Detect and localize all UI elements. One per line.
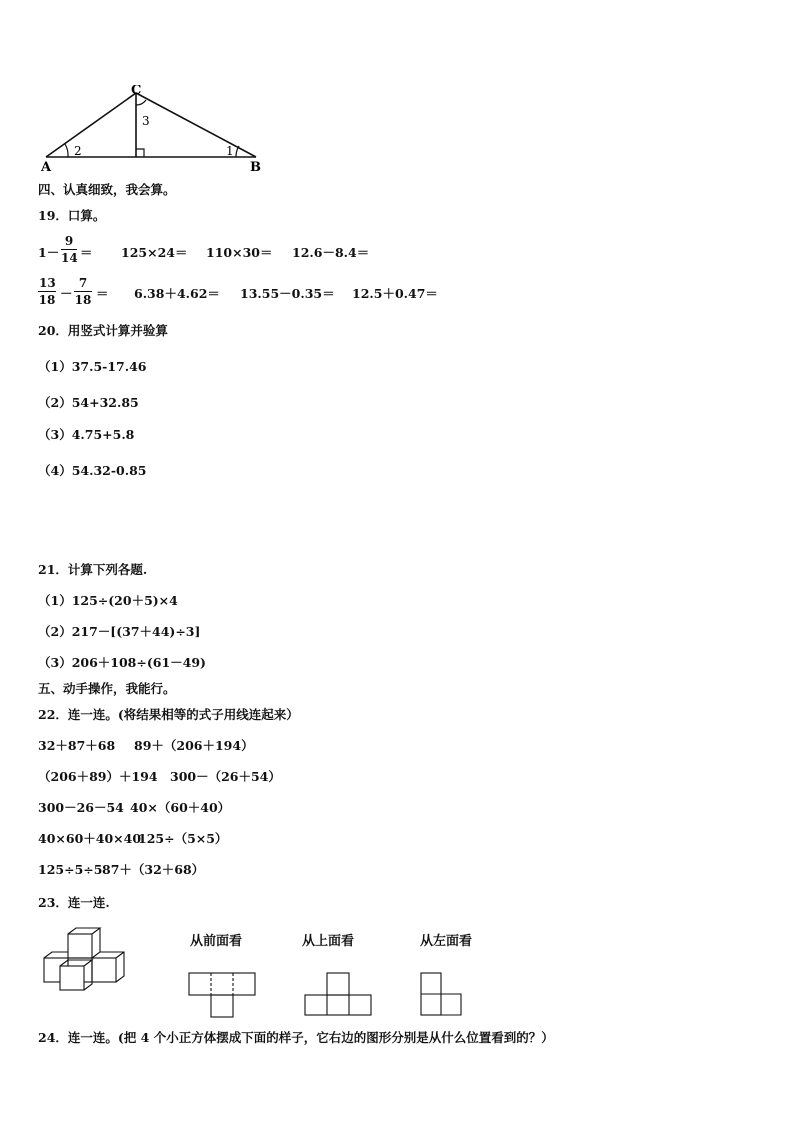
q22-right-expr: 40×（60＋40） [130, 800, 231, 815]
triangle-figure [38, 85, 278, 175]
view-label-left: 从左面看 [420, 934, 473, 949]
q22-right-expr: 87＋（32＋68） [102, 862, 205, 877]
q22-left-expr: （206＋89）＋194 [38, 769, 158, 784]
q22-right-expr: 125÷（5×5） [138, 831, 228, 846]
q22-right-expr: 300－（26＋54） [170, 769, 281, 784]
q19-frac-suffix: ＝ [96, 286, 109, 301]
triangle-angle-1: 1 [226, 144, 234, 158]
section-5-title: 五、动手操作，我能行。 [38, 681, 176, 696]
left-view-figure [420, 970, 470, 1020]
q19-item: 125×24＝ [121, 245, 188, 260]
view-label-front: 从前面看 [190, 934, 243, 949]
q19-frac-suffix: ＝ [80, 245, 93, 260]
triangle-angle-2: 2 [74, 144, 82, 158]
q20-item: （3）4.75+5.8 [38, 427, 135, 442]
fraction-numerator: 13 [39, 276, 56, 290]
q19-item: 12.5＋0.47＝ [352, 286, 438, 301]
q19-fraction-7-18 [74, 277, 92, 306]
q24-title: 24．连一连。(把 4 个小正方体摆成下面的样子，它右边的图形分别是从什么位置看到的？） [38, 1030, 554, 1045]
q19-item: 6.38＋4.62＝ [134, 286, 220, 301]
q19-frac-prefix: 1－ [38, 245, 60, 260]
triangle-vertex-c: C [131, 85, 142, 98]
q21-item: （1）125÷(20＋5)×4 [38, 593, 178, 608]
q23-title: 23．连一连. [38, 895, 110, 910]
q22-left-expr: 125÷5÷5 [38, 862, 103, 877]
q21-item: （3）206＋108÷(61－49) [38, 655, 206, 670]
q21-title: 21．计算下列各题. [38, 562, 148, 577]
q22-left-expr: 300－26－54 [38, 800, 124, 815]
q20-item: （2）54+32.85 [38, 395, 139, 410]
q21-item: （2）217－[(37＋44)÷3] [38, 624, 201, 639]
front-view-figure [188, 970, 258, 1020]
q19-fraction-9-14 [61, 235, 77, 264]
q20-item: （4）54.32-0.85 [38, 463, 147, 478]
q22-title: 22．连一连。(将结果相等的式子用线连起来） [38, 707, 299, 722]
q19-item: 13.55－0.35＝ [240, 286, 335, 301]
fraction-numerator: 7 [74, 277, 92, 292]
triangle-vertex-a: A [41, 160, 52, 175]
q20-item: （1）37.5-17.46 [38, 359, 147, 374]
section-4-title: 四、认真细致，我会算。 [38, 182, 176, 197]
q19-fraction-13-18 [38, 277, 56, 306]
fraction-denominator: 18 [74, 293, 92, 307]
q22-left-expr: 40×60＋40×40 [38, 831, 142, 846]
fraction-numerator: 9 [61, 235, 77, 250]
q20-title: 20．用竖式计算并验算 [38, 323, 168, 338]
q19-title: 19．口算。 [38, 208, 106, 223]
top-view-figure [304, 970, 374, 1020]
q19-minus: － [60, 286, 73, 301]
q19-item: 110×30＝ [206, 245, 273, 260]
view-label-top: 从上面看 [302, 934, 355, 949]
q22-right-expr: 89＋（206＋194） [134, 738, 254, 753]
q19-item: 12.6－8.4＝ [292, 245, 370, 260]
q22-left-expr: 32＋87＋68 [38, 738, 116, 753]
fraction-denominator: 14 [61, 251, 78, 265]
triangle-angle-3: 3 [142, 114, 150, 128]
fraction-denominator: 18 [38, 293, 56, 307]
triangle-vertex-b: B [250, 160, 261, 175]
cube-arrangement-figure [42, 926, 142, 996]
